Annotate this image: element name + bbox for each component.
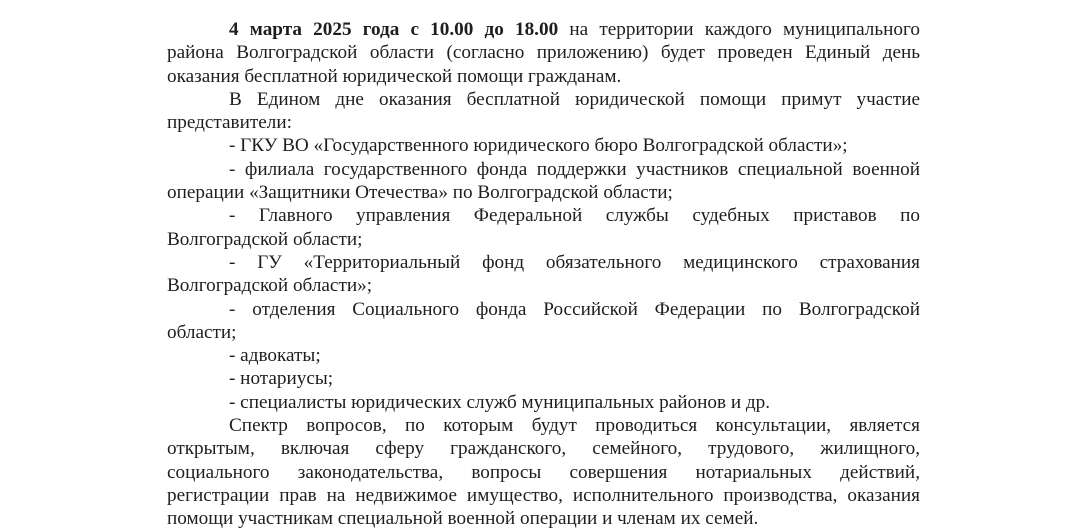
list-item-line: области; [167, 321, 237, 343]
intro-line-3: оказания бесплатной юридической помощи гражданам. [167, 65, 622, 87]
list-item [167, 367, 920, 390]
list-item-line: - отделения Социального фонда Российской Федерации по Волгоградской [229, 298, 920, 320]
list-item-line: - Главного управления Федеральной службы судебных приставов по [229, 205, 920, 227]
participants-line-2: представители: [167, 112, 292, 134]
list-item-line: - нотариусы; [229, 368, 334, 390]
list-item-line: Волгоградской области»; [167, 275, 373, 297]
scope-line-3: социального законодательства, вопросы совершения нотариальных действий, [167, 461, 920, 483]
list-item-line: - адвокаты; [229, 345, 321, 367]
participants-paragraph [167, 88, 920, 135]
participants-list [167, 134, 920, 414]
list-item [167, 158, 920, 205]
list-item-line: операции «Защитники Отечества» по Волгоградской области; [167, 182, 673, 204]
list-item [167, 344, 920, 367]
scope-line-2: открытым, включая сферу гражданского, семейного, трудового, жилищного, [167, 438, 920, 460]
event-date: 4 марта 2025 года с 10.00 до 18.00 [229, 19, 559, 40]
scope-line-1: Спектр вопросов, по которым будут проводиться консультации, является [229, 415, 920, 437]
participants-line-1: В Едином дне оказания бесплатной юридической помощи примут участие [229, 88, 920, 110]
list-item-line: - специалисты юридических служб муниципальных районов и др. [229, 391, 771, 413]
list-item-line: - ГКУ ВО «Государственного юридического бюро Волгоградской области»; [229, 135, 848, 157]
scope-paragraph [167, 414, 920, 530]
intro-line-2: района Волгоградской области (согласно приложению) будет проведен Единый день [167, 42, 920, 64]
document-page [167, 0, 920, 531]
list-item-line: Волгоградской области; [167, 228, 363, 250]
list-item-line: - ГУ «Территориальный фонд обязательного медицинского страхования [229, 251, 920, 273]
intro-line-1 [167, 18, 920, 41]
list-item-line: - филиала государственного фонда поддержки участников специальной военной [229, 158, 920, 180]
scope-line-4: регистрации прав на недвижимое имущество, исполнительного производства, оказания [167, 484, 920, 506]
list-item [167, 134, 920, 157]
list-item [167, 251, 920, 298]
list-item [167, 391, 920, 414]
intro-paragraph [167, 18, 920, 88]
scope-line-5: помощи участникам специальной военной операции и членам их семей. [167, 508, 759, 530]
list-item [167, 204, 920, 251]
list-item [167, 298, 920, 345]
intro-line-1-rest: на территории каждого муниципального [558, 19, 920, 40]
